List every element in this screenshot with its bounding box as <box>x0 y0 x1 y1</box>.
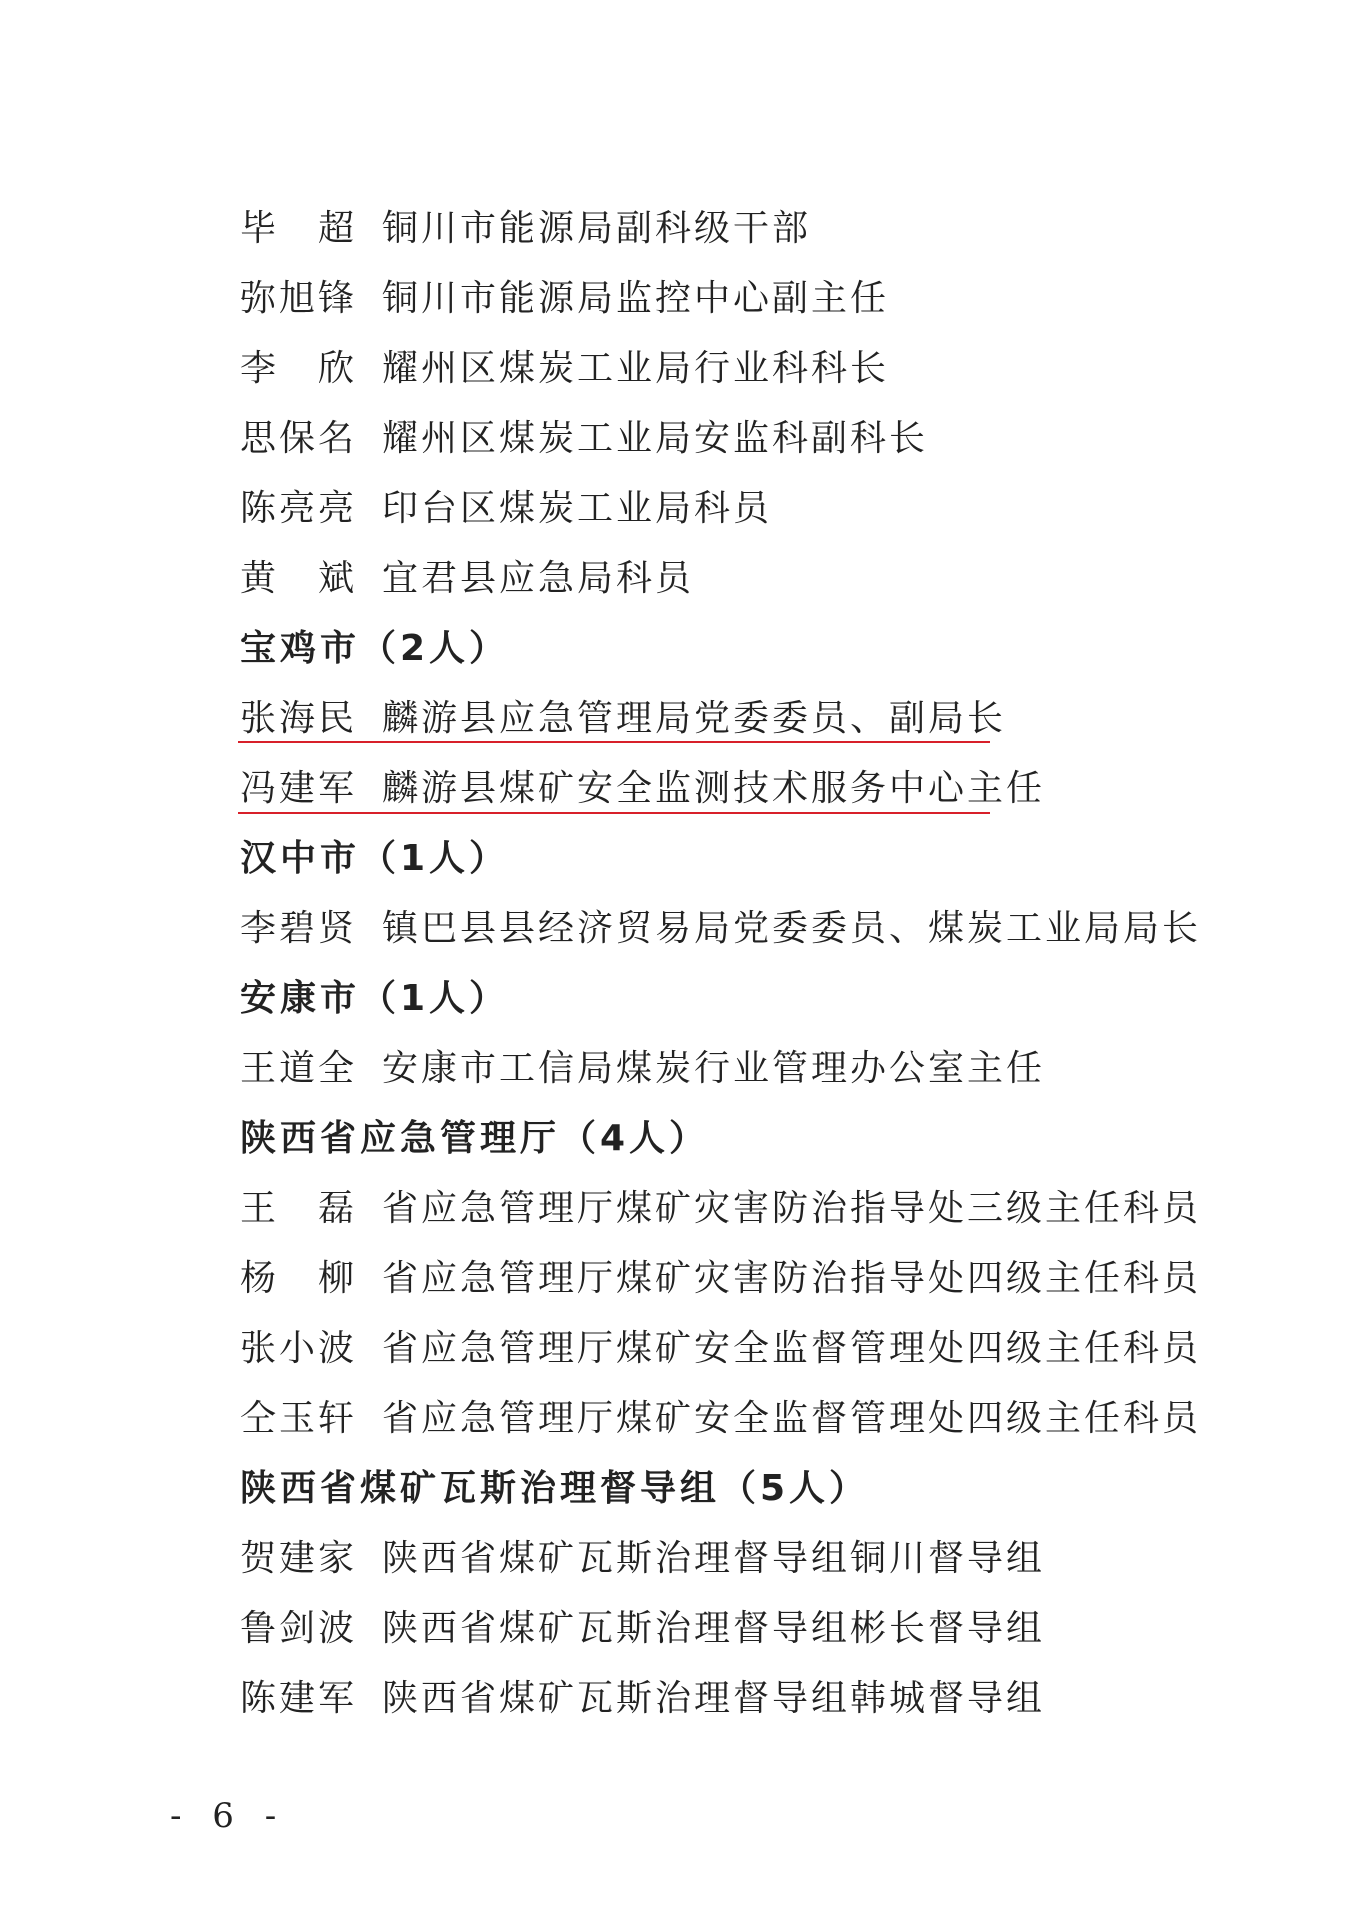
person-role: 安康市工信局煤炭行业管理办公室主任 <box>382 1047 1046 1089</box>
list-item <box>240 1595 1045 1655</box>
person-name: 思保名 <box>240 417 358 459</box>
list-item <box>240 685 1006 745</box>
list-item <box>240 1035 1045 1095</box>
list-item <box>240 335 889 395</box>
list-item <box>240 755 1045 815</box>
person-role: 耀州区煤炭工业局安监科副科长 <box>382 417 929 459</box>
person-name: 弥旭锋 <box>240 277 358 319</box>
person-name: 陈亮亮 <box>240 487 358 529</box>
person-name: 杨 柳 <box>240 1257 358 1299</box>
person-role: 陕西省煤矿瓦斯治理督导组彬长督导组 <box>382 1607 1046 1649</box>
person-name: 李 欣 <box>240 347 358 389</box>
person-role: 麟游县煤矿安全监测技术服务中心主任 <box>382 767 1046 809</box>
section-heading-gas: 陕西省煤矿瓦斯治理督导组（5人） <box>240 1467 870 1509</box>
person-role: 省应急管理厅煤矿灾害防治指导处三级主任科员 <box>382 1187 1202 1229</box>
person-role: 陕西省煤矿瓦斯治理督导组韩城督导组 <box>382 1677 1046 1719</box>
person-role: 省应急管理厅煤矿安全监督管理处四级主任科员 <box>382 1397 1202 1439</box>
list-item <box>240 545 694 605</box>
list-item <box>240 265 889 325</box>
list-item <box>240 1385 1201 1445</box>
person-role: 省应急管理厅煤矿灾害防治指导处四级主任科员 <box>382 1257 1202 1299</box>
red-underline <box>238 741 990 743</box>
person-role: 陕西省煤矿瓦斯治理督导组铜川督导组 <box>382 1537 1046 1579</box>
person-name: 黄 斌 <box>240 557 358 599</box>
page-number: - 6 - <box>170 1796 287 1836</box>
person-name: 张海民 <box>240 697 358 739</box>
person-name: 张小波 <box>240 1327 358 1369</box>
section-heading-ankang: 安康市（1人） <box>240 977 510 1019</box>
person-name: 鲁剑波 <box>240 1607 358 1649</box>
list-item <box>240 195 811 255</box>
list-item <box>240 1525 1045 1585</box>
person-role: 铜川市能源局监控中心副主任 <box>382 277 890 319</box>
person-name: 陈建军 <box>240 1677 358 1719</box>
person-name: 仝玉轩 <box>240 1397 358 1439</box>
list-item <box>240 1175 1201 1235</box>
list-item <box>240 475 772 535</box>
person-name: 李碧贤 <box>240 907 358 949</box>
person-name: 王 磊 <box>240 1187 358 1229</box>
person-role: 宜君县应急局科员 <box>382 557 695 599</box>
list-item <box>240 1315 1201 1375</box>
person-name: 王道全 <box>240 1047 358 1089</box>
list-item <box>240 1665 1045 1725</box>
person-name: 冯建军 <box>240 767 358 809</box>
section-heading-hanzhong: 汉中市（1人） <box>240 837 510 879</box>
person-role: 印台区煤炭工业局科员 <box>382 487 773 529</box>
person-role: 耀州区煤炭工业局行业科科长 <box>382 347 890 389</box>
person-name: 贺建家 <box>240 1537 358 1579</box>
person-role: 省应急管理厅煤矿安全监督管理处四级主任科员 <box>382 1327 1202 1369</box>
list-item <box>240 405 928 465</box>
section-heading-emergency: 陕西省应急管理厅（4人） <box>240 1117 710 1159</box>
section-heading-baoji: 宝鸡市（2人） <box>240 627 510 669</box>
person-role: 铜川市能源局副科级干部 <box>382 207 812 249</box>
list-item <box>240 1245 1201 1305</box>
person-role: 镇巴县县经济贸易局党委委员、煤炭工业局局长 <box>382 907 1202 949</box>
red-underline <box>238 812 990 814</box>
person-role: 麟游县应急管理局党委委员、副局长 <box>382 697 1007 739</box>
person-name: 毕 超 <box>240 207 358 249</box>
list-item <box>240 895 1201 955</box>
